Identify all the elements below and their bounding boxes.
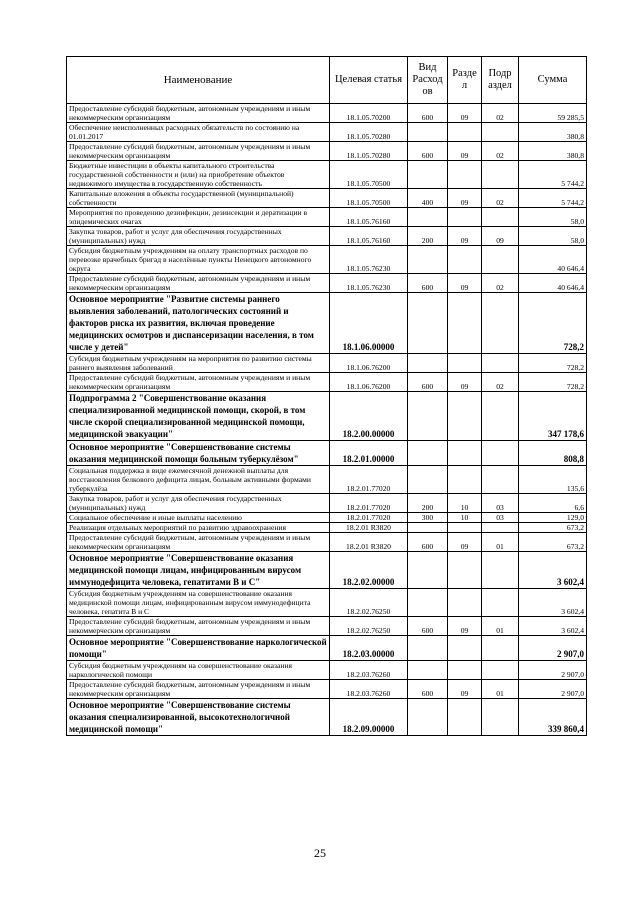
row-sum: 40 646,4 [519,246,587,274]
table-row [67,552,587,589]
row-code: 18.1.06.76200 [330,373,408,392]
row-code: 18.2.01.77020 [330,494,408,513]
row-vid [408,354,448,373]
row-razdel: 09 [448,274,482,293]
row-podrazdel [482,699,519,736]
row-name: Субсидия бюджетным учреждениям на совершенствование оказания медицинской помощи лицам, инфицированным вирусом иммунодефицита человека, гепатита В и С [67,589,330,617]
row-name: Субсидия бюджетным учреждениям на мероприятия по развитию системы раннего выявления заболеваний [67,354,330,373]
row-name: Основное мероприятие "Совершенствование наркологической помощи" [67,636,330,661]
row-podrazdel [482,661,519,680]
header-razdel: Разде л [448,57,482,104]
row-podrazdel [482,523,519,533]
row-sum: 339 860,4 [519,699,587,736]
header-podrazdel: Подр аздел [482,57,519,104]
row-razdel [448,441,482,466]
row-podrazdel: 03 [482,494,519,513]
row-podrazdel: 03 [482,513,519,523]
row-code: 18.1.06.76200 [330,354,408,373]
row-podrazdel: 02 [482,142,519,161]
row-razdel [448,523,482,533]
row-name: Субсидия бюджетным учреждениям на оплату транспортных расходов по перевозке врачебных бригад в населённые пункты Ненецкого автономного округа [67,246,330,274]
row-name: Предоставление субсидий бюджетным, автономным учреждениям и иным некоммерческим организациям [67,274,330,293]
row-podrazdel [482,354,519,373]
table-row [67,699,587,736]
row-podrazdel: 01 [482,533,519,552]
row-vid [408,441,448,466]
row-vid [408,552,448,589]
row-vid: 200 [408,227,448,246]
table-row [67,617,587,636]
row-code: 18.2.03.00000 [330,636,408,661]
row-sum: 3 602,4 [519,617,587,636]
row-name: Бюджетные инвестиции в объекты капитального строительства государственной собственности и (или) на приобретение объектов недвижимого имущества в государственную собственность [67,161,330,189]
table-row [67,636,587,661]
row-sum: 3 602,4 [519,552,587,589]
table-row [67,533,587,552]
row-code: 18.2.02.00000 [330,552,408,589]
table-row [67,680,587,699]
row-razdel: 09 [448,104,482,123]
row-name: Подпрограмма 2 "Совершенствование оказания специализированной медицинской помощи, скорой, в том числе скорой специализированной медицинской помощи, медицинской эвакуации" [67,392,330,441]
row-razdel [448,661,482,680]
row-name: Социальная поддержка в виде ежемесячной денежной выплаты для восстановления белкового дефицита лицам, больным активными формами туберкулёза [67,466,330,494]
row-name: Основное мероприятие "Совершенствование оказания медицинской помощи лицам, инфицированным вирусом иммунодефицита человека, гепатитами В и С" [67,552,330,589]
table-row [67,293,587,354]
row-razdel [448,552,482,589]
row-name: Предоставление субсидий бюджетным, автономным учреждениям и иным некоммерческим организациям [67,680,330,699]
table-row [67,161,587,189]
row-code: 18.2.01.77020 [330,466,408,494]
table-body [67,104,587,736]
row-name: Субсидия бюджетным учреждениям на совершенствование оказания наркологической помощи [67,661,330,680]
row-name: Капитальные вложения в объекты государственной (муниципальной) собственности [67,189,330,208]
row-sum: 58,0 [519,208,587,227]
row-podrazdel [482,123,519,142]
table-row [67,589,587,617]
row-name: Обеспечение неисполненных расходных обязательств по состоянию на 01.01.2017 [67,123,330,142]
row-sum: 673,2 [519,533,587,552]
row-code: 18.1.05.70280 [330,142,408,161]
row-razdel [448,392,482,441]
row-vid [408,636,448,661]
row-podrazdel: 01 [482,617,519,636]
row-podrazdel [482,552,519,589]
row-code: 18.2.02.76250 [330,589,408,617]
row-razdel: 09 [448,617,482,636]
table-row [67,274,587,293]
row-podrazdel: 01 [482,680,519,699]
row-vid [408,246,448,274]
table-row [67,441,587,466]
row-podrazdel [482,392,519,441]
header-name: Наименование [67,57,330,104]
row-razdel [448,293,482,354]
row-razdel: 10 [448,513,482,523]
row-sum: 40 646,4 [519,274,587,293]
row-razdel: 10 [448,494,482,513]
table-row [67,208,587,227]
row-sum: 129,0 [519,513,587,523]
row-sum: 135,6 [519,466,587,494]
row-code: 18.1.05.70280 [330,123,408,142]
row-code: 18.1.05.70500 [330,161,408,189]
row-code: 18.1.05.76160 [330,227,408,246]
row-vid: 600 [408,373,448,392]
row-vid [408,392,448,441]
row-code: 18.1.06.00000 [330,293,408,354]
row-sum: 3 602,4 [519,589,587,617]
row-code: 18.1.05.70200 [330,104,408,123]
row-razdel [448,589,482,617]
table-row [67,466,587,494]
row-sum: 728,2 [519,293,587,354]
row-code: 18.2.02.76250 [330,617,408,636]
header-code: Целевая статья [330,57,408,104]
row-vid [408,208,448,227]
row-vid: 200 [408,494,448,513]
row-code: 18.2.03.76260 [330,661,408,680]
row-razdel [448,466,482,494]
row-razdel: 09 [448,142,482,161]
row-name: Закупка товаров, работ и услуг для обеспечения государственных (муниципальных) нужд [67,494,330,513]
row-podrazdel [482,161,519,189]
row-podrazdel [482,441,519,466]
row-podrazdel: 02 [482,104,519,123]
row-code: 18.1.05.76160 [330,208,408,227]
row-vid [408,699,448,736]
row-name: Основное мероприятие "Развитие системы раннего выявления заболеваний, патологических состояний и факторов риска их развития, включая проведение медицинских осмотров и диспансеризации населения, в том числе у детей" [67,293,330,354]
row-name: Мероприятия по проведению дезинфекции, дезинсекции и дератизации в эпидемических очагах [67,208,330,227]
row-podrazdel [482,208,519,227]
row-name: Основное мероприятие "Совершенствование системы оказания специализированной, высокотехнологичной медицинской помощи" [67,699,330,736]
row-name: Закупка товаров, работ и услуг для обеспечения государственных (муниципальных) нужд [67,227,330,246]
row-sum: 728,2 [519,373,587,392]
table-row [67,373,587,392]
row-code: 18.2.00.00000 [330,392,408,441]
row-sum: 347 178,6 [519,392,587,441]
table-row [67,246,587,274]
row-vid: 600 [408,142,448,161]
table-header-row [67,57,587,104]
row-vid: 600 [408,533,448,552]
row-razdel [448,208,482,227]
row-vid: 600 [408,274,448,293]
row-sum: 380,8 [519,123,587,142]
row-podrazdel [482,636,519,661]
row-podrazdel [482,589,519,617]
row-code: 18.2.03.76260 [330,680,408,699]
table-row [67,661,587,680]
row-razdel: 09 [448,373,482,392]
table-row [67,494,587,513]
row-name: Социальное обеспечение и иные выплаты населению [67,513,330,523]
row-code: 18.1.05.76230 [330,246,408,274]
table-row [67,104,587,123]
row-razdel [448,354,482,373]
row-podrazdel: 02 [482,189,519,208]
page-number: 25 [314,846,326,860]
row-razdel: 09 [448,189,482,208]
row-razdel: 09 [448,680,482,699]
row-vid: 400 [408,189,448,208]
table-row [67,513,587,523]
row-sum: 5 744,2 [519,161,587,189]
row-sum: 6,6 [519,494,587,513]
budget-table [66,56,587,736]
row-name: Предоставление субсидий бюджетным, автономным учреждениям и иным некоммерческим организациям [67,533,330,552]
row-vid [408,293,448,354]
row-vid [408,523,448,533]
table-row [67,142,587,161]
row-sum: 5 744,2 [519,189,587,208]
row-name: Основное мероприятие "Совершенствование системы оказания медицинской помощи больным туберкулёзом" [67,441,330,466]
row-name: Предоставление субсидий бюджетным, автономным учреждениям и иным некоммерческим организациям [67,373,330,392]
table-row [67,227,587,246]
row-code: 18.2.01 R3820 [330,523,408,533]
table-row [67,123,587,142]
row-sum: 380,8 [519,142,587,161]
row-podrazdel [482,293,519,354]
table-row [67,189,587,208]
row-razdel: 09 [448,227,482,246]
row-name: Реализация отдельных мероприятий по развитию здравоохранения [67,523,330,533]
row-code: 18.1.05.70500 [330,189,408,208]
header-summa: Сумма [519,57,587,104]
row-vid: 600 [408,104,448,123]
row-vid [408,466,448,494]
row-sum: 673,2 [519,523,587,533]
row-razdel [448,246,482,274]
row-vid [408,123,448,142]
row-razdel [448,636,482,661]
row-vid [408,161,448,189]
row-razdel [448,123,482,142]
row-vid: 300 [408,513,448,523]
row-sum: 58,0 [519,227,587,246]
row-razdel: 09 [448,533,482,552]
row-code: 18.2.01 R3820 [330,533,408,552]
row-sum: 2 907,0 [519,680,587,699]
row-code: 18.2.09.00000 [330,699,408,736]
header-vid: Вид Расход ов [408,57,448,104]
row-sum: 808,8 [519,441,587,466]
row-vid [408,589,448,617]
row-code: 18.2.01.77020 [330,513,408,523]
row-vid [408,661,448,680]
row-vid: 600 [408,680,448,699]
row-code: 18.1.05.76230 [330,274,408,293]
row-podrazdel: 02 [482,274,519,293]
table-row [67,523,587,533]
row-name: Предоставление субсидий бюджетным, автономным учреждениям и иным некоммерческим организациям [67,104,330,123]
table-row [67,354,587,373]
row-name: Предоставление субсидий бюджетным, автономным учреждениям и иным некоммерческим организациям [67,142,330,161]
row-sum: 2 907,0 [519,636,587,661]
table-row [67,392,587,441]
row-code: 18.2.01.00000 [330,441,408,466]
row-sum: 728,2 [519,354,587,373]
row-podrazdel [482,246,519,274]
row-sum: 2 907,0 [519,661,587,680]
row-podrazdel: 09 [482,227,519,246]
row-podrazdel: 02 [482,373,519,392]
row-sum: 59 285,5 [519,104,587,123]
budget-table-sheet [66,56,586,736]
row-podrazdel [482,466,519,494]
row-razdel [448,161,482,189]
row-vid: 600 [408,617,448,636]
row-razdel [448,699,482,736]
row-name: Предоставление субсидий бюджетным, автономным учреждениям и иным некоммерческим организациям [67,617,330,636]
